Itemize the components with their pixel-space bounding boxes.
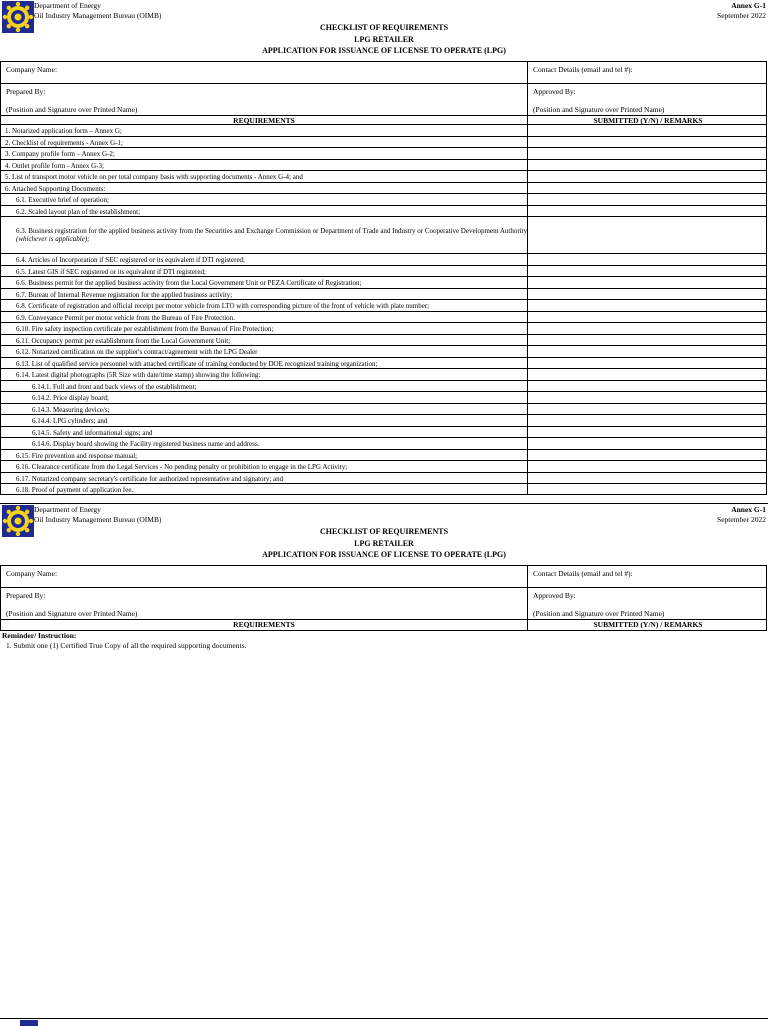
table-row xyxy=(0,312,767,324)
remarks-cell[interactable] xyxy=(527,438,528,449)
table-row xyxy=(0,194,767,206)
remarks-cell[interactable] xyxy=(527,171,528,182)
table-row xyxy=(0,254,767,266)
department-name: Department of Energy xyxy=(34,1,101,10)
req-6: 6. Attached Supporting Documents: xyxy=(5,184,106,193)
table-row xyxy=(0,358,767,370)
approved-signature-label: (Position and Signature over Printed Name) xyxy=(533,609,665,618)
req-4: 4. Outlet profile form - Annex G-3; xyxy=(5,161,104,170)
contact-details-field[interactable]: Contact Details (email and tel #): xyxy=(533,65,633,74)
agency-block xyxy=(34,1,161,21)
req-6-13: 6.13. List of qualified service personnel with attached certificate of training conducted by DOE recognized training organization; xyxy=(16,359,378,368)
remarks-cell[interactable] xyxy=(527,381,528,392)
req-6-3: 6.3. Business registration for the applied business activity from the Securities and Exchange Commission or Department of Trade and Industry or Cooperative Development Authority (whichever is applicable); xyxy=(16,227,528,243)
remarks-cell[interactable] xyxy=(527,266,528,277)
req-3: 3. Company profile form – Annex G-2; xyxy=(5,150,115,158)
document-titles xyxy=(0,526,768,561)
remarks-cell[interactable] xyxy=(527,358,528,369)
table-row xyxy=(0,137,767,149)
remarks-cell[interactable] xyxy=(527,183,528,194)
remarks-cell[interactable] xyxy=(527,160,528,171)
title-lpg-retailer: LPG RETAILER xyxy=(354,34,414,44)
req-6-16: 6.16. Clearance certificate from the Legal Services - No pending penalty or prohibition to engage in the LPG Activity; xyxy=(16,463,348,471)
annex-block xyxy=(717,1,766,21)
remarks-cell[interactable] xyxy=(527,148,528,159)
table-row xyxy=(0,346,767,358)
remarks-cell[interactable] xyxy=(527,312,528,323)
title-application: APPLICATION FOR ISSUANCE OF LICENSE TO OPERATE (LPG) xyxy=(262,550,506,559)
annex-date: September 2022 xyxy=(717,11,766,20)
title-checklist: CHECKLIST OF REQUIREMENTS xyxy=(319,23,449,32)
document-titles xyxy=(0,22,768,57)
remarks-cell[interactable] xyxy=(527,415,528,426)
remarks-cell[interactable] xyxy=(527,346,528,357)
annex-label: Annex G-1 xyxy=(731,505,766,514)
table-row xyxy=(0,369,767,381)
remarks-cell[interactable] xyxy=(527,392,528,403)
table-row xyxy=(0,206,767,218)
req-6-14-3: 6.14.3. Measuring device/s; xyxy=(32,405,110,414)
req-6-14: 6.14. Latest digital photographs (5R Size with date/time stamp) showing the following: xyxy=(16,371,261,379)
table-row xyxy=(0,335,767,347)
req-5: 5. List of transport motor vehicle on per total company basis with supporting documents - Annex G-4; and xyxy=(5,173,303,181)
approved-by-field[interactable]: Approved By: xyxy=(533,591,576,600)
table-row xyxy=(0,277,767,289)
reminder-title: Reminder/ Instruction: xyxy=(2,631,77,640)
table-row xyxy=(0,484,767,495)
remarks-cell[interactable] xyxy=(527,277,528,288)
remarks-cell[interactable] xyxy=(527,194,528,205)
req-6-12: 6.12. Notarized certification on the supplier's contract/agreement with the LPG Dealer xyxy=(16,348,258,356)
remarks-cell[interactable] xyxy=(527,450,528,461)
form-box xyxy=(0,565,767,631)
table-row xyxy=(0,450,767,462)
table-row xyxy=(0,300,767,312)
title-application: APPLICATION FOR ISSUANCE OF LICENSE TO OPERATE (LPG) xyxy=(262,46,506,55)
prepared-by-field[interactable]: Prepared By: xyxy=(6,87,46,96)
table-row xyxy=(0,148,767,160)
annex-date: September 2022 xyxy=(717,515,766,524)
contact-details-field[interactable]: Contact Details (email and tel #): xyxy=(533,569,633,578)
table-row xyxy=(0,183,767,195)
reminder-block xyxy=(2,631,246,651)
approved-by-field[interactable]: Approved By: xyxy=(533,87,576,96)
table-row xyxy=(0,392,767,404)
col-submitted-header: SUBMITTED (Y/N) / REMARKS xyxy=(593,116,703,125)
table-row xyxy=(0,323,767,335)
prepared-signature-label: (Position and Signature over Printed Name) xyxy=(6,609,138,618)
req-6-10: 6.10. Fire safety inspection certificate per establishment from the Bureau of Fire Protection; xyxy=(16,325,274,333)
table-row xyxy=(0,461,767,473)
req-2: 2. Checklist of requirements - Annex G-1; xyxy=(5,138,124,147)
req-6-3-note: (whichever is applicable); xyxy=(16,235,90,243)
req-6-7: 6.7. Bureau of Internal Revenue registration for the applied business activity; xyxy=(16,290,233,299)
prepared-signature-label: (Position and Signature over Printed Name) xyxy=(6,105,138,114)
table-row xyxy=(0,266,767,278)
req-6-18: 6.18. Proof of payment of application fee. xyxy=(16,486,134,494)
table-row xyxy=(0,473,767,485)
req-6-1: 6.1. Executive brief of operation; xyxy=(16,196,109,204)
remarks-cell[interactable] xyxy=(527,323,528,334)
remarks-cell[interactable] xyxy=(527,137,528,148)
remarks-cell[interactable] xyxy=(527,461,528,472)
table-row xyxy=(0,404,767,416)
remarks-cell[interactable] xyxy=(527,427,528,438)
remarks-cell[interactable] xyxy=(527,254,528,265)
table-row xyxy=(0,415,767,427)
table-row xyxy=(0,125,767,137)
req-6-14-1: 6.14.1. Full and front and back views of the establishment; xyxy=(32,382,197,391)
bureau-name: Oil Industry Management Bureau (OIMB) xyxy=(34,11,162,20)
req-6-17: 6.17. Notarized company secretary's certificate for authorized representative and signatory; and xyxy=(16,474,284,483)
table-row xyxy=(0,427,767,439)
col-requirements-header: REQUIREMENTS xyxy=(233,620,295,629)
remarks-cell[interactable] xyxy=(527,206,528,217)
req-6-9: 6.9. Conveyance Permit per motor vehicle from the Bureau of Fire Protection. xyxy=(16,313,235,322)
bureau-name: Oil Industry Management Bureau (OIMB) xyxy=(34,515,162,524)
req-6-2: 6.2. Scaled layout plan of the establishment; xyxy=(16,207,141,216)
remarks-cell[interactable] xyxy=(527,473,528,484)
remarks-cell[interactable] xyxy=(527,289,528,300)
req-6-14-4: 6.14.4. LPG cylinders; and xyxy=(32,417,108,425)
table-row xyxy=(0,217,767,254)
req-6-8: 6.8. Certificate of registration and official receipt per motor vehicle from LTO with corresponding picture of the front of vehicle with plate number; xyxy=(16,302,430,310)
table-row xyxy=(0,171,767,183)
form-box xyxy=(0,61,767,125)
prepared-by-field[interactable]: Prepared By: xyxy=(6,591,46,600)
page-1 xyxy=(0,0,768,498)
table-row xyxy=(0,438,767,450)
req-6-15: 6.15. Fire prevention and response manual; xyxy=(16,451,138,460)
col-requirements-header: REQUIREMENTS xyxy=(233,116,295,125)
req-6-14-5: 6.14.5. Safety and informational signs; and xyxy=(32,428,153,437)
remarks-cell[interactable] xyxy=(527,300,528,311)
remarks-cell[interactable] xyxy=(527,404,528,415)
req-6-5: 6.5. Latest GIS if SEC registered or its equivalent if DTI registered; xyxy=(16,267,206,276)
page-2 xyxy=(0,503,768,664)
reminder-item-1: 1. Submit one (1) Certified True Copy of all the required supporting documents. xyxy=(6,641,247,650)
req-6-11: 6.11. Occupancy permit per establishment from the Local Government Unit; xyxy=(16,336,231,345)
req-1: 1. Notarized application form – Annex G; xyxy=(5,127,122,135)
remarks-cell[interactable] xyxy=(527,335,528,346)
approved-signature-label: (Position and Signature over Printed Name) xyxy=(533,105,665,114)
title-lpg-retailer: LPG RETAILER xyxy=(354,538,414,548)
annex-block xyxy=(717,505,766,525)
table-row xyxy=(0,160,767,172)
doe-seal-icon xyxy=(20,1020,38,1026)
req-6-4: 6.4. Articles of Incorporation if SEC registered or its equivalent if DTI registered; xyxy=(16,256,245,264)
company-name-field[interactable]: Company Name: xyxy=(6,569,58,578)
agency-block xyxy=(34,505,161,525)
remarks-cell[interactable] xyxy=(527,484,528,494)
company-name-field[interactable]: Company Name: xyxy=(6,65,58,74)
req-6-14-2: 6.14.2. Price display board; xyxy=(32,394,109,402)
remarks-cell[interactable] xyxy=(527,217,528,253)
req-6-6: 6.6. Business permit for the applied business activity from the Local Government Unit or PEZA Certificate of Registration; xyxy=(16,279,362,287)
remarks-cell[interactable] xyxy=(527,369,528,380)
remarks-cell[interactable] xyxy=(527,125,528,136)
req-6-14-6: 6.14.6. Display board showing the Facility registered business name and address. xyxy=(32,440,260,448)
title-checklist: CHECKLIST OF REQUIREMENTS xyxy=(319,527,449,536)
annex-label: Annex G-1 xyxy=(731,1,766,10)
department-name: Department of Energy xyxy=(34,505,101,514)
col-submitted-header: SUBMITTED (Y/N) / REMARKS xyxy=(593,620,703,629)
table-row xyxy=(0,381,767,393)
table-row xyxy=(0,289,767,301)
